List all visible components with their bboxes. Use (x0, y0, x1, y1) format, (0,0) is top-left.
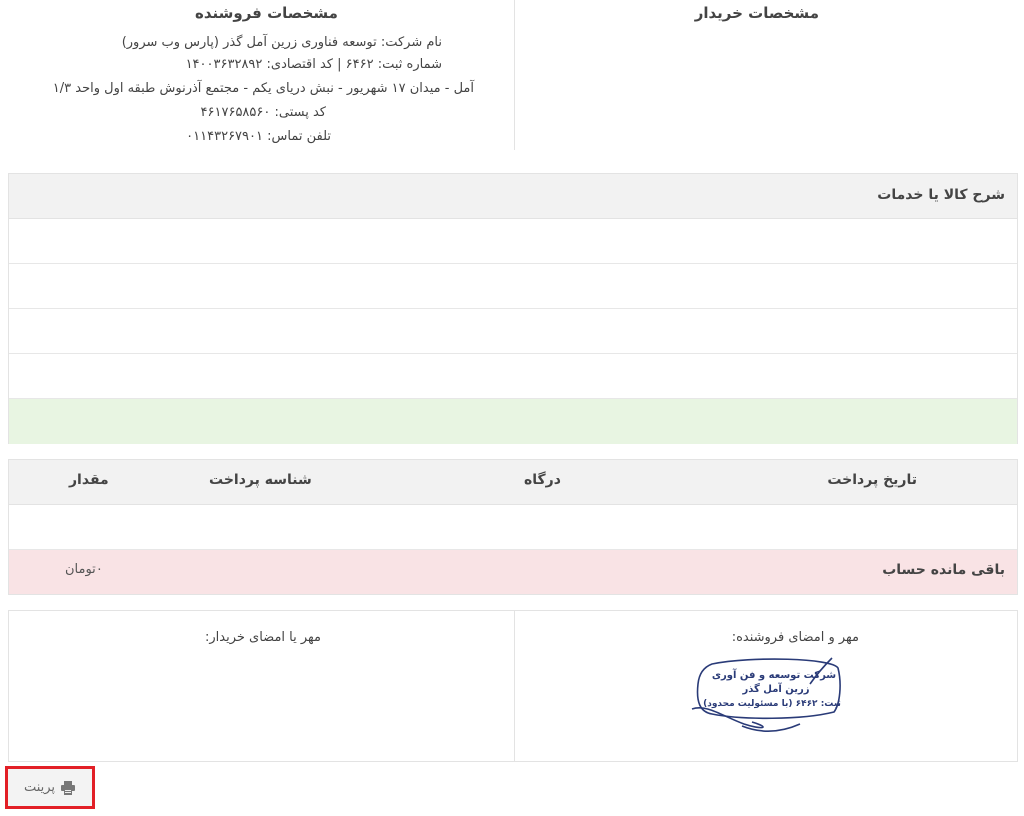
seller-postal-code: کد پستی: ۴۶۱۷۶۵۸۵۶۰ (200, 105, 326, 120)
buyer-title: مشخصات خریدار (694, 4, 819, 22)
payments-table (8, 459, 1018, 595)
payments-header (9, 460, 1017, 505)
items-table (8, 173, 1018, 444)
seller-details (0, 0, 514, 150)
seller-address: آمل - میدان ۱۷ شهریور - نبش دریای یکم - مجتمع آذرنوش طبقه اول واحد ۱/۳ (52, 81, 474, 96)
items-header-label: شرح کالا یا خدمات (877, 187, 1005, 203)
payments-col-date: تاریخ پرداخت (827, 472, 917, 488)
seller-registration: شماره ثبت: ۶۴۶۲ | کد اقتصادی: ۱۴۰۰۳۶۳۲۸۹۲ (185, 57, 442, 72)
seller-signature-label: مهر و امضای فروشنده: (731, 630, 859, 645)
printer-icon (60, 781, 76, 795)
print-button[interactable] (5, 766, 95, 809)
seller-title: مشخصات فروشنده (195, 4, 338, 22)
items-row (9, 354, 1017, 399)
payments-col-payment-id: شناسه پرداخت (209, 472, 312, 488)
buyer-details (514, 0, 1024, 150)
stamp-line2: زرین آمل گذر (742, 684, 810, 695)
stamp-line1: شرکت توسعه و فن آوری (711, 670, 837, 681)
items-header (9, 174, 1017, 219)
items-row (9, 264, 1017, 309)
signatures-section (8, 610, 1018, 762)
balance-label: باقی مانده حساب (882, 562, 1005, 578)
stamp-line3: ثبت: ۶۴۶۲ (با مسئولیت محدود) (703, 699, 841, 709)
seller-stamp (682, 654, 842, 744)
balance-row (9, 550, 1017, 594)
items-row (9, 309, 1017, 354)
items-total-row (9, 399, 1017, 444)
print-button-label: پرینت (23, 780, 56, 795)
seller-phone: تلفن تماس: ۰۱۱۴۳۲۶۷۹۰۱ (186, 129, 331, 144)
seller-company: نام شرکت: توسعه فناوری زرین آمل گذر (پارس وب سرور) (121, 35, 442, 50)
items-row (9, 219, 1017, 264)
payments-col-gateway: درگاه (524, 472, 561, 488)
payments-empty-row (9, 505, 1017, 550)
signatures-divider (514, 611, 515, 761)
payments-col-amount: مقدار (69, 472, 109, 488)
balance-value: ۰تومان (65, 562, 103, 577)
buyer-signature-label: مهر یا امضای خریدار: (204, 630, 321, 645)
